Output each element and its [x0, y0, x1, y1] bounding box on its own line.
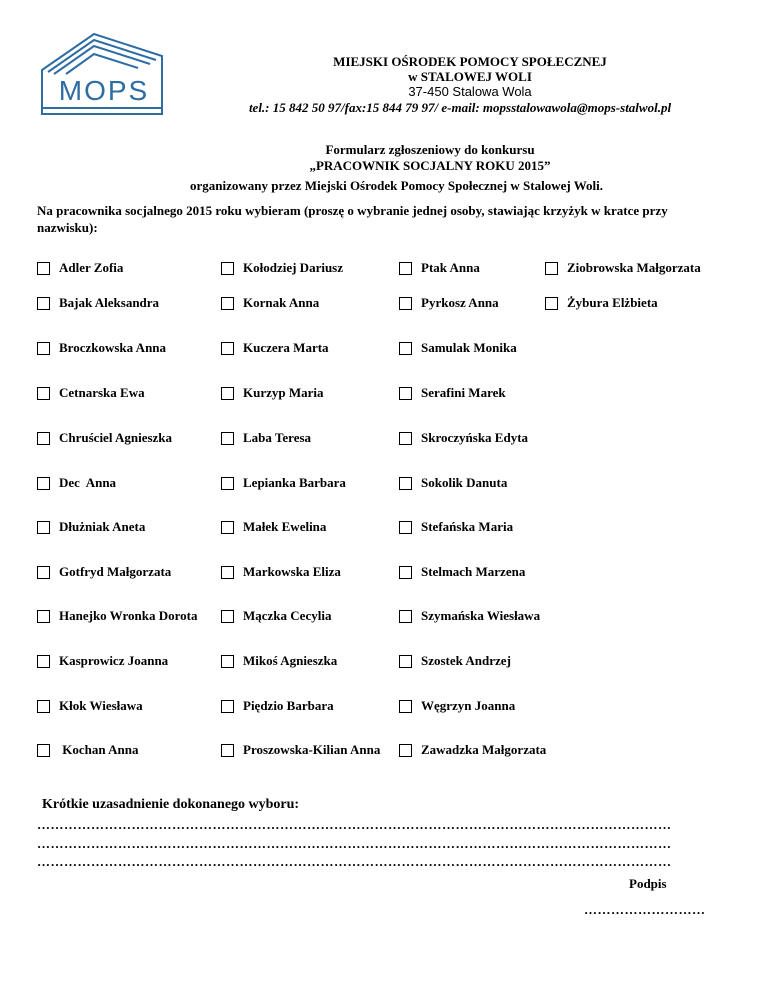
checkbox[interactable] — [37, 432, 50, 445]
checkbox[interactable] — [37, 262, 50, 275]
candidate-item[interactable] — [399, 340, 517, 356]
candidate-name: Proszowska-Kilian Anna — [243, 742, 381, 757]
checkbox[interactable] — [37, 521, 50, 534]
signature-line[interactable]: ……………………… — [584, 902, 706, 917]
instruction-text: Na pracownika socjalnego 2015 roku wybieram (proszę o wybranie jednej osoby, stawiając krzyżyk w kratce przy nazwisku): — [37, 203, 668, 235]
justification-line-2[interactable]: …………………………………………………………………………………………………………………………… — [37, 836, 672, 851]
candidate-item[interactable] — [221, 608, 331, 624]
candidate-item[interactable] — [221, 295, 319, 311]
checkbox[interactable] — [221, 744, 234, 757]
candidate-item[interactable] — [37, 295, 159, 311]
candidate-name: Pyrkosz Anna — [421, 295, 499, 310]
candidate-name: Ptak Anna — [421, 260, 480, 275]
checkbox[interactable] — [399, 521, 412, 534]
candidate-item[interactable] — [37, 430, 172, 446]
candidate-name: Piędzio Barbara — [243, 698, 334, 713]
checkbox[interactable] — [399, 342, 412, 355]
candidate-item[interactable] — [545, 295, 658, 311]
candidate-item[interactable] — [399, 608, 540, 624]
checkbox[interactable] — [37, 566, 50, 579]
justification-line-1[interactable]: …………………………………………………………………………………………………………………………… — [37, 817, 672, 832]
candidate-name: Skroczyńska Edyta — [421, 430, 529, 445]
checkbox[interactable] — [37, 342, 50, 355]
candidate-item[interactable] — [37, 385, 145, 401]
candidate-item[interactable] — [221, 475, 346, 491]
candidate-item[interactable] — [37, 475, 116, 491]
candidate-item[interactable] — [221, 260, 343, 276]
checkbox[interactable] — [545, 297, 558, 310]
candidate-item[interactable] — [37, 698, 143, 714]
checkbox[interactable] — [221, 432, 234, 445]
candidate-item[interactable] — [399, 475, 507, 491]
candidate-item[interactable] — [37, 260, 123, 276]
candidate-name: Broczkowska Anna — [59, 340, 167, 355]
candidate-item[interactable] — [37, 519, 145, 535]
organizer-text: organizowany przez Miejski Ośrodek Pomocy Społecznej w Stalowej Woli. — [190, 178, 603, 193]
checkbox[interactable] — [37, 700, 50, 713]
candidate-item[interactable] — [221, 742, 380, 758]
candidate-item[interactable] — [37, 742, 138, 758]
candidate-name: Stelmach Marzena — [421, 564, 526, 579]
justification-label: Krótkie uzasadnienie dokonanego wyboru: — [42, 797, 300, 812]
candidate-name: Mikoś Agnieszka — [243, 653, 338, 668]
checkbox[interactable] — [399, 477, 412, 490]
candidate-name: Małek Ewelina — [243, 519, 327, 534]
candidate-name: Chruściel Agnieszka — [59, 430, 173, 445]
candidate-item[interactable] — [221, 698, 334, 714]
candidate-item[interactable] — [221, 430, 311, 446]
checkbox[interactable] — [221, 521, 234, 534]
checkbox[interactable] — [221, 387, 234, 400]
form-title-line2: „PRACOWNIK SOCJALNY ROKU 2015” — [309, 158, 551, 173]
candidate-name: Żybura Elżbieta — [567, 295, 658, 310]
org-city: w STALOWEJ WOLI — [408, 69, 532, 84]
checkbox[interactable] — [37, 297, 50, 310]
candidate-name: Ziobrowska Małgorzata — [567, 260, 701, 275]
candidate-name: Kłok Wiesława — [59, 698, 143, 713]
candidate-item[interactable] — [545, 260, 701, 276]
candidate-name: Bajak Aleksandra — [59, 295, 160, 310]
candidate-name: Stefańska Maria — [421, 519, 514, 534]
candidate-name: Kurzyp Maria — [243, 385, 324, 400]
candidate-name: Hanejko Wronka Dorota — [59, 608, 198, 623]
candidate-name: Cetnarska Ewa — [59, 385, 145, 400]
candidate-item[interactable] — [399, 295, 499, 311]
form-title-line1: Formularz zgłoszeniowy do konkursu — [325, 142, 535, 157]
candidate-name: Laba Teresa — [243, 430, 312, 445]
checkbox[interactable] — [399, 297, 412, 310]
candidate-item[interactable] — [37, 340, 166, 356]
checkbox[interactable] — [545, 262, 558, 275]
candidate-name: Węgrzyn Joanna — [421, 698, 516, 713]
checkbox[interactable] — [221, 262, 234, 275]
checkbox[interactable] — [37, 477, 50, 490]
checkbox[interactable] — [399, 566, 412, 579]
candidate-item[interactable] — [399, 742, 546, 758]
checkbox[interactable] — [399, 744, 412, 757]
candidate-item[interactable] — [221, 564, 341, 580]
candidate-item[interactable] — [221, 385, 324, 401]
candidate-item[interactable] — [399, 430, 528, 446]
org-address: 37-450 Stalowa Wola — [408, 84, 532, 99]
checkbox[interactable] — [221, 655, 234, 668]
org-contact: tel.: 15 842 50 97/fax:15 844 79 97/ e-mail: mopsstalowawola@mops-stalwol.pl — [248, 100, 672, 115]
candidate-name: Mączka Cecylia — [243, 608, 332, 623]
checkbox[interactable] — [221, 566, 234, 579]
candidate-name: Kasprowicz Joanna — [59, 653, 169, 668]
checkbox[interactable] — [399, 387, 412, 400]
checkbox[interactable] — [37, 744, 50, 757]
candidate-item[interactable] — [37, 564, 171, 580]
signature-label: Podpis — [629, 876, 667, 891]
candidate-name: Kuczera Marta — [243, 340, 329, 355]
candidate-name: Serafini Marek — [421, 385, 506, 400]
candidate-name: Lepianka Barbara — [243, 475, 346, 490]
checkbox[interactable] — [399, 432, 412, 445]
candidate-name: Kornak Anna — [243, 295, 320, 310]
checkbox[interactable] — [37, 610, 50, 623]
logo-text: MOPS — [58, 75, 150, 106]
candidate-name: Zawadzka Małgorzata — [421, 742, 547, 757]
candidate-name: Szymańska Wiesława — [421, 608, 541, 623]
checkbox[interactable] — [399, 700, 412, 713]
candidate-item[interactable] — [221, 519, 326, 535]
candidate-name: Kołodziej Dariusz — [243, 260, 344, 275]
candidate-item[interactable] — [37, 608, 197, 624]
candidate-name: Samulak Monika — [421, 340, 517, 355]
org-name: MIEJSKI OŚRODEK POMOCY SPOŁECZNEJ — [333, 54, 607, 69]
checkbox[interactable] — [221, 610, 234, 623]
candidate-item[interactable] — [399, 260, 480, 276]
mops-logo — [34, 28, 174, 120]
candidate-name: Szostek Andrzej — [421, 653, 511, 668]
justification-line-3[interactable]: …………………………………………………………………………………………………………………………… — [37, 854, 672, 869]
candidate-item[interactable] — [399, 564, 525, 580]
checkbox[interactable] — [221, 297, 234, 310]
candidate-item[interactable] — [399, 698, 515, 714]
candidate-item[interactable] — [221, 653, 337, 669]
checkbox[interactable] — [399, 655, 412, 668]
checkbox[interactable] — [221, 477, 234, 490]
candidate-item[interactable] — [399, 519, 513, 535]
candidate-name: Dłużniak Aneta — [59, 519, 146, 534]
checkbox[interactable] — [399, 610, 412, 623]
checkbox[interactable] — [399, 262, 412, 275]
candidate-name: Kochan Anna — [59, 742, 139, 757]
checkbox[interactable] — [37, 655, 50, 668]
checkbox[interactable] — [37, 387, 50, 400]
candidate-item[interactable] — [399, 385, 506, 401]
checkbox[interactable] — [221, 700, 234, 713]
candidate-name: Adler Zofia — [59, 260, 124, 275]
candidate-item[interactable] — [221, 340, 329, 356]
candidate-name: Dec Anna — [59, 475, 117, 490]
candidate-item[interactable] — [399, 653, 511, 669]
candidate-item[interactable] — [37, 653, 168, 669]
candidate-name: Markowska Eliza — [243, 564, 341, 579]
candidate-name: Sokolik Danuta — [421, 475, 508, 490]
checkbox[interactable] — [221, 342, 234, 355]
candidate-name: Gotfryd Małgorzata — [59, 564, 172, 579]
